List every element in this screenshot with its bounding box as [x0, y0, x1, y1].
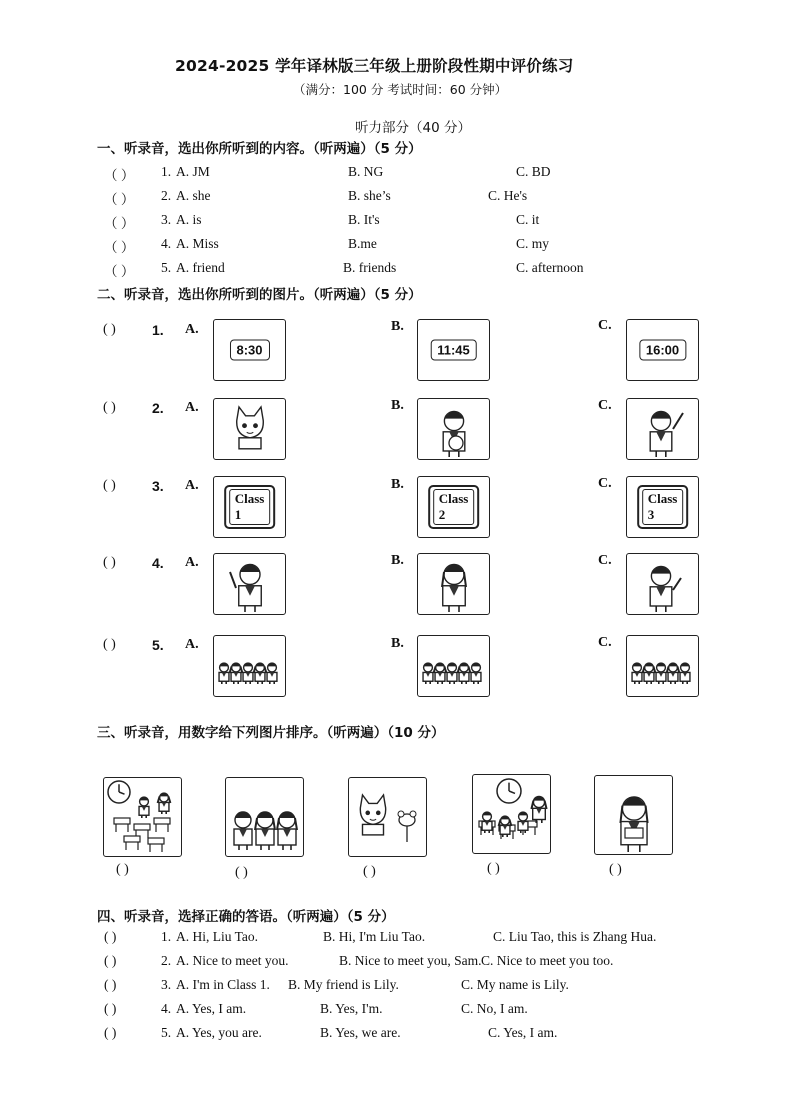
question-number: 5. — [161, 1025, 172, 1040]
answer-blank[interactable]: ( ) — [103, 637, 116, 652]
question-number: 3. — [152, 478, 164, 494]
order-blank[interactable]: ( ) — [487, 861, 500, 876]
option-c-label: C. — [598, 318, 612, 333]
question-number: 1. — [161, 164, 172, 179]
answer-blank[interactable]: ( ) — [104, 953, 117, 968]
option-c-picture[interactable] — [626, 398, 699, 460]
question-number: 2. — [161, 953, 172, 968]
answer-blank[interactable]: （ ） — [104, 240, 135, 255]
option-a-label: A. — [185, 478, 199, 493]
option-a: A. friend — [176, 260, 225, 275]
order-blank[interactable]: ( ) — [116, 862, 129, 877]
order-picture-5[interactable] — [594, 775, 673, 855]
option-a-picture[interactable] — [213, 553, 286, 615]
option-a: A. Yes, I am. — [176, 1001, 247, 1016]
option-c: C. Nice to meet you too. — [481, 953, 614, 968]
part-heading: 听力部分（40 分） — [355, 120, 471, 136]
section2-heading: 二、听录音，选出你所听到的图片。（听两遍）（5 分） — [97, 287, 422, 303]
option-a-picture[interactable] — [213, 476, 286, 538]
class-sign — [224, 485, 276, 529]
option-b-picture[interactable] — [417, 635, 490, 697]
order-picture-3[interactable] — [348, 777, 427, 857]
answer-blank[interactable]: ( ) — [104, 977, 117, 992]
question-number: 4. — [161, 1001, 172, 1016]
option-a: A. she — [176, 188, 211, 203]
clock-time: 11:45 — [430, 340, 477, 361]
question-number: 3. — [161, 977, 172, 992]
option-b: B. Yes, we are. — [320, 1025, 401, 1040]
section4-heading: 四、听录音，选择正确的答语。（听两遍）（5 分） — [97, 909, 395, 925]
answer-blank[interactable]: （ ） — [104, 264, 135, 279]
option-b: B. she’s — [348, 188, 391, 203]
question-number: 5. — [161, 260, 172, 275]
option-c-picture[interactable] — [626, 553, 699, 615]
order-blank[interactable]: ( ) — [609, 862, 622, 877]
class-label: Class 3 — [642, 489, 684, 525]
question-number: 1. — [152, 322, 164, 338]
answer-blank[interactable]: ( ) — [103, 322, 116, 337]
option-a-picture[interactable] — [213, 398, 286, 460]
option-c: C. No, I am. — [461, 1001, 528, 1016]
option-a-label: A. — [185, 400, 199, 415]
option-b-label: B. — [391, 636, 404, 651]
option-c: C. Liu Tao, this is Zhang Hua. — [493, 929, 657, 944]
option-b: B. friends — [343, 260, 397, 275]
option-c-label: C. — [598, 553, 612, 568]
question-number: 4. — [152, 555, 164, 571]
option-b-label: B. — [391, 319, 404, 334]
option-c: C. BD — [516, 164, 551, 179]
option-c: C. My name is Lily. — [461, 977, 569, 992]
option-a-label: A. — [185, 555, 199, 570]
option-b-picture[interactable] — [417, 398, 490, 460]
class-label: Class 2 — [433, 489, 475, 525]
answer-blank[interactable]: （ ） — [104, 168, 135, 183]
answer-blank[interactable]: ( ) — [104, 1025, 117, 1040]
option-b: B. Yes, I'm. — [320, 1001, 383, 1016]
option-c: C. it — [516, 212, 540, 227]
order-picture-2[interactable] — [225, 777, 304, 857]
option-c-label: C. — [598, 635, 612, 650]
option-c-label: C. — [598, 398, 612, 413]
option-c-picture[interactable] — [626, 476, 699, 538]
class-label: Class 1 — [229, 489, 271, 525]
option-b: B.me — [348, 236, 377, 251]
option-c: C. Yes, I am. — [488, 1025, 558, 1040]
order-blank[interactable]: ( ) — [363, 864, 376, 879]
option-a: A. JM — [176, 164, 210, 179]
class-sign — [428, 485, 480, 529]
exam-info: （满分：100 分 考试时间：60 分钟） — [293, 82, 508, 97]
answer-blank[interactable]: ( ) — [103, 478, 116, 493]
option-a: A. Hi, Liu Tao. — [176, 929, 259, 944]
order-picture-1[interactable] — [103, 777, 182, 857]
option-c: C. afternoon — [516, 260, 584, 275]
option-a-label: A. — [185, 322, 199, 337]
option-b: B. It's — [348, 212, 380, 227]
section3-heading: 三、听录音，用数字给下列图片排序。（听两遍）（10 分） — [97, 725, 445, 741]
option-a-picture[interactable] — [213, 635, 286, 697]
answer-blank[interactable]: ( ) — [104, 1001, 117, 1016]
option-b-label: B. — [391, 398, 404, 413]
option-b: B. Nice to meet you, Sam. — [339, 953, 482, 968]
option-b-label: B. — [391, 553, 404, 568]
option-a: A. Miss — [176, 236, 219, 251]
question-number: 3. — [161, 212, 172, 227]
option-c: C. He's — [488, 188, 528, 203]
option-c-label: C. — [598, 476, 612, 491]
answer-blank[interactable]: ( ) — [103, 555, 116, 570]
option-a: A. I'm in Class 1. — [176, 977, 270, 992]
option-a-picture[interactable] — [213, 319, 286, 381]
order-blank[interactable]: ( ) — [235, 865, 248, 880]
option-c-picture[interactable] — [626, 319, 699, 381]
option-a: A. Nice to meet you. — [176, 953, 289, 968]
question-number: 4. — [161, 236, 172, 251]
question-number: 5. — [152, 637, 164, 653]
answer-blank[interactable]: ( ) — [104, 929, 117, 944]
option-b-picture[interactable] — [417, 319, 490, 381]
option-c: C. my — [516, 236, 550, 251]
option-c-picture[interactable] — [626, 635, 699, 697]
option-b-picture[interactable] — [417, 476, 490, 538]
section1-heading: 一、听录音，选出你所听到的内容。（听两遍）（5 分） — [97, 141, 422, 157]
page-title: 2024-2025 学年译林版三年级上册阶段性期中评价练习 — [175, 57, 574, 75]
option-b: B. Hi, I'm Liu Tao. — [323, 929, 426, 944]
option-b-picture[interactable] — [417, 553, 490, 615]
option-a: A. Yes, you are. — [176, 1025, 262, 1040]
option-a-label: A. — [185, 637, 199, 652]
answer-blank[interactable]: （ ） — [104, 216, 135, 231]
clock-time: 16:00 — [639, 340, 686, 361]
order-picture-4[interactable] — [472, 774, 551, 854]
option-b: B. My friend is Lily. — [288, 977, 399, 992]
class-sign — [637, 485, 689, 529]
question-number: 1. — [161, 929, 172, 944]
question-number: 2. — [161, 188, 172, 203]
option-b-label: B. — [391, 477, 404, 492]
option-a: A. is — [176, 212, 202, 227]
clock-time: 8:30 — [229, 340, 269, 361]
question-number: 2. — [152, 400, 164, 416]
option-b: B. NG — [348, 164, 384, 179]
answer-blank[interactable]: ( ) — [103, 400, 116, 415]
answer-blank[interactable]: （ ） — [104, 192, 135, 207]
